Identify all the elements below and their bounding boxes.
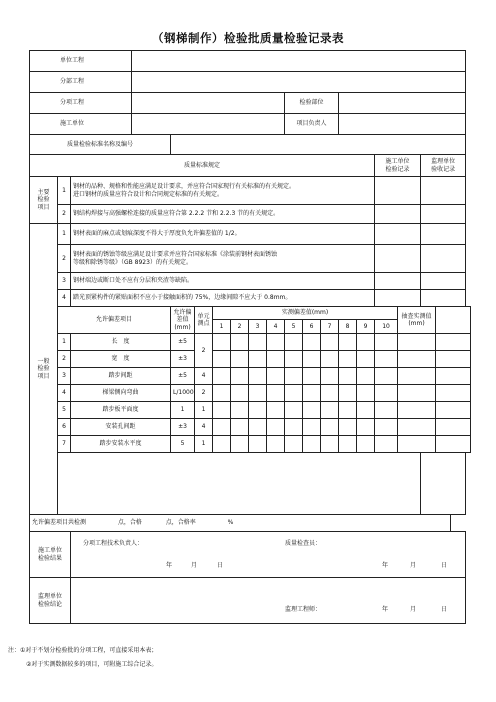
deviation-name: 踏步间距 <box>71 368 171 385</box>
allowed-value-header-line2: (mm) <box>174 323 191 331</box>
measured-cell[interactable] <box>357 402 375 419</box>
measured-cell[interactable] <box>267 351 285 368</box>
item-text <box>71 245 375 273</box>
measured-cell[interactable] <box>303 334 321 351</box>
measured-cell[interactable] <box>249 334 267 351</box>
supervision-record-header-line1: 监理单位 <box>431 158 456 165</box>
measured-cell[interactable] <box>339 402 357 419</box>
construction-result-content[interactable] <box>71 532 466 578</box>
construction-result-row <box>30 532 471 578</box>
row-column-header <box>30 155 471 177</box>
supervision-record-header <box>421 155 466 177</box>
note-1: 注：①对于不划分检验批的分项工程，可直接采用本表； <box>8 647 158 654</box>
sample-value-cell[interactable] <box>398 351 436 368</box>
measured-cell[interactable] <box>285 419 303 436</box>
measured-cell[interactable] <box>339 334 357 351</box>
supervision-record-cell[interactable] <box>436 334 471 351</box>
page-title: （钢梯制作）检验批质量检验记录表 <box>152 31 344 45</box>
deviation-row <box>30 419 471 436</box>
supervision-record-cell[interactable] <box>436 402 471 419</box>
supervision-result-label-1: 监理单位 <box>37 593 62 600</box>
measured-deviation-header: 实测偏差值(mm) <box>213 307 398 320</box>
deviation-no: 1 <box>58 334 71 351</box>
sub-project-value[interactable] <box>132 93 285 114</box>
item-no: 2 <box>58 205 71 224</box>
deviation-no: 6 <box>58 419 71 436</box>
deviation-allowed: ±5 <box>171 368 195 385</box>
measured-cell[interactable] <box>267 368 285 385</box>
deviation-allowed: L/1000 <box>171 385 195 402</box>
construction-result-label-1: 施工单位 <box>37 547 62 554</box>
inspection-part-label: 检验部位 <box>285 93 339 114</box>
measured-cell[interactable] <box>303 402 321 419</box>
measured-cell[interactable] <box>321 402 339 419</box>
standard-name-label: 质量检验标准名称及编号 <box>30 135 171 155</box>
measured-cell[interactable] <box>231 419 249 436</box>
construction-record-cell[interactable] <box>375 205 421 224</box>
point-number: 6 <box>303 320 321 334</box>
inspector-month-label: 月 <box>410 561 417 569</box>
supervision-record-cell[interactable] <box>436 307 471 334</box>
supervision-record-cell[interactable] <box>436 368 471 385</box>
project-manager-label: 项目负责人 <box>285 114 339 135</box>
inspection-record-table <box>29 50 471 624</box>
measured-cell[interactable] <box>357 436 375 453</box>
measured-cell[interactable] <box>231 351 249 368</box>
measured-cell[interactable] <box>231 402 249 419</box>
supervision-result-row <box>30 578 471 624</box>
deviation-points: 1 <box>195 402 213 419</box>
supervision-record-cell[interactable] <box>436 351 471 368</box>
deviation-no: 5 <box>58 402 71 419</box>
deviation-points: 2 <box>195 385 213 402</box>
general-item-row <box>30 224 471 245</box>
measured-cell[interactable] <box>375 385 398 402</box>
sample-value-header <box>398 307 436 334</box>
measured-cell[interactable] <box>303 419 321 436</box>
construction-record-cell[interactable] <box>375 273 421 290</box>
general-items-label-3: 项目 <box>37 372 50 380</box>
construction-unit-value[interactable] <box>132 114 285 135</box>
measured-cell[interactable] <box>285 385 303 402</box>
supervision-record-cell[interactable] <box>421 177 466 205</box>
supervision-day-label: 日 <box>441 605 448 613</box>
general-items-label <box>30 224 58 515</box>
measured-cell[interactable] <box>375 334 398 351</box>
measured-cell[interactable] <box>339 351 357 368</box>
deviation-no: 4 <box>58 385 71 402</box>
measured-cell[interactable] <box>375 351 398 368</box>
sample-value-cell[interactable] <box>398 385 436 402</box>
supervision-record-cell[interactable] <box>421 290 466 307</box>
summary-percent: % <box>227 519 234 527</box>
measured-cell[interactable] <box>249 419 267 436</box>
deviation-row <box>30 368 471 385</box>
item-text: 钢材端边或断口处不应有分层和夹渣等缺陷。 <box>71 273 375 290</box>
measured-cell[interactable] <box>249 385 267 402</box>
summary-prefix: 允许偏差项目共检测 <box>32 519 87 527</box>
measured-cell[interactable] <box>213 419 231 436</box>
deviation-name: 梯梁侧向弯曲 <box>71 385 171 402</box>
construction-record-header <box>375 155 421 177</box>
measured-cell[interactable] <box>231 334 249 351</box>
main-item-row <box>30 205 471 224</box>
blank-row <box>30 453 471 515</box>
supervision-record-cell[interactable] <box>421 453 466 515</box>
construction-result-label <box>30 532 71 578</box>
construction-record-header-line2: 检验记录 <box>385 165 410 173</box>
construction-record-header-line1: 施工单位 <box>385 158 410 165</box>
deviation-no: 7 <box>58 436 71 453</box>
deviation-no: 3 <box>58 368 71 385</box>
item-text-line1: 钢材表面的锈蚀等级应满足设计要求并应符合国家标准《涂装前钢材表面锈蚀 <box>73 251 278 258</box>
supervision-result-content[interactable] <box>71 578 466 624</box>
point-number: 8 <box>339 320 357 334</box>
point-number: 2 <box>231 320 249 334</box>
item-no: 4 <box>58 290 71 307</box>
deviation-points: 2 <box>195 334 213 368</box>
measured-cell[interactable] <box>375 368 398 385</box>
item-no: 1 <box>58 177 71 205</box>
point-number: 5 <box>285 320 303 334</box>
supervision-year-label: 年 <box>382 605 389 613</box>
measured-cell[interactable] <box>249 402 267 419</box>
measured-cell[interactable] <box>357 351 375 368</box>
deviation-allowed: ±5 <box>171 334 195 351</box>
measured-cell[interactable] <box>213 402 231 419</box>
point-number: 10 <box>375 320 398 334</box>
measured-cell[interactable] <box>213 436 231 453</box>
deviation-summary <box>30 515 451 532</box>
engineer-label: 监理工程师： <box>285 605 322 613</box>
point-number: 9 <box>357 320 375 334</box>
point-number: 4 <box>267 320 285 334</box>
main-items-label <box>30 177 58 224</box>
deviation-allowed: ±3 <box>171 351 195 368</box>
measured-cell[interactable] <box>285 334 303 351</box>
row-sub-project <box>30 93 471 114</box>
deviation-points: 4 <box>195 419 213 436</box>
row-standard-name <box>30 135 471 155</box>
construction-unit-label: 施工单位 <box>30 114 132 135</box>
measured-cell[interactable] <box>213 351 231 368</box>
note-2: ②对于实测数据较多的项目，可附施工综合记录。 <box>26 661 158 668</box>
general-items-label-1: 一般 <box>37 357 50 365</box>
measured-cell[interactable] <box>267 402 285 419</box>
deviation-allowed: ±3 <box>171 419 195 436</box>
point-number: 1 <box>213 320 231 334</box>
deviation-name: 踏步安装水平度 <box>71 436 171 453</box>
construction-month-label: 月 <box>191 561 198 569</box>
allowed-value-header <box>171 307 195 334</box>
measured-cell[interactable] <box>321 334 339 351</box>
project-manager-value[interactable] <box>339 114 466 135</box>
sample-value-cell[interactable] <box>398 334 436 351</box>
measured-cell[interactable] <box>267 436 285 453</box>
supervision-record-header-line2: 验收记录 <box>431 165 456 173</box>
measured-cell[interactable] <box>285 402 303 419</box>
measured-cell[interactable] <box>375 436 398 453</box>
item-text: 钢材表面的麻点或划痕深度不得大于厚度负允许偏差值的 1/2。 <box>71 224 375 245</box>
measured-cell[interactable] <box>375 402 398 419</box>
general-items-label-2: 检验 <box>37 365 50 373</box>
summary-point2: 点，合格率 <box>165 519 196 527</box>
deviation-points: 4 <box>195 368 213 385</box>
deviation-name: 踏步板平面度 <box>71 402 171 419</box>
deviation-row <box>30 385 471 402</box>
deviation-allowed: 1 <box>171 402 195 419</box>
quality-standard-header: 质量标准规定 <box>30 155 375 177</box>
deviation-row <box>30 351 471 368</box>
measured-cell[interactable] <box>285 436 303 453</box>
general-item-row <box>30 273 471 290</box>
supervision-result-label <box>30 578 71 624</box>
measured-cell[interactable] <box>213 385 231 402</box>
supervision-record-cell[interactable] <box>421 245 466 273</box>
standard-name-value[interactable] <box>171 135 466 155</box>
deviation-item-header: 允许偏差项目 <box>58 307 171 334</box>
main-items-label-3: 项目 <box>37 203 50 211</box>
construction-record-cell[interactable] <box>375 177 421 205</box>
construction-year-label: 年 <box>166 561 173 569</box>
general-item-row <box>30 245 471 273</box>
measured-cell[interactable] <box>249 368 267 385</box>
measured-cell[interactable] <box>357 368 375 385</box>
summary-point: 点，合格 <box>117 519 142 527</box>
item-text-line1: 钢材的品种、规格和性能应满足设计要求，并应符合国家现行有关标准的有关规定。 <box>73 183 296 190</box>
measured-cell[interactable] <box>357 419 375 436</box>
item-text <box>71 177 375 205</box>
item-text-line2: 进口钢材的质量应符合设计和合同规定标准的有关规定。 <box>73 190 224 198</box>
deviation-name: 宽 度 <box>71 351 171 368</box>
supervision-result-label-2: 检验结论 <box>37 600 62 608</box>
measured-cell[interactable] <box>339 368 357 385</box>
measured-cell[interactable] <box>267 419 285 436</box>
deviation-points: 1 <box>195 436 213 453</box>
sample-value-cell[interactable] <box>398 419 436 436</box>
sample-value-header-line1: 抽查实测值 <box>401 312 432 320</box>
construction-day-label: 日 <box>217 561 224 569</box>
construction-record-cell[interactable] <box>375 290 421 307</box>
measured-cell[interactable] <box>285 351 303 368</box>
measured-cell[interactable] <box>357 385 375 402</box>
deviation-header-row <box>30 307 471 320</box>
item-no: 2 <box>58 245 71 273</box>
sample-value-cell[interactable] <box>398 368 436 385</box>
row-sub-unit-project <box>30 72 471 93</box>
measured-cell[interactable] <box>303 385 321 402</box>
supervision-month-label: 月 <box>410 605 417 613</box>
measured-cell[interactable] <box>339 419 357 436</box>
item-no: 3 <box>58 273 71 290</box>
measured-cell[interactable] <box>249 351 267 368</box>
construction-record-cell[interactable] <box>375 224 421 245</box>
deviation-name: 安装孔间距 <box>71 419 171 436</box>
sub-unit-project-value[interactable] <box>132 72 466 93</box>
supervision-record-cell[interactable] <box>421 273 466 290</box>
measured-cell[interactable] <box>321 419 339 436</box>
measured-cell[interactable] <box>267 334 285 351</box>
point-number: 7 <box>321 320 339 334</box>
measured-cell[interactable] <box>249 436 267 453</box>
measured-cell[interactable] <box>321 368 339 385</box>
measured-cell[interactable] <box>321 436 339 453</box>
construction-record-cell[interactable] <box>375 245 421 273</box>
notes <box>8 644 157 672</box>
measured-cell[interactable] <box>231 385 249 402</box>
measured-cell[interactable] <box>303 436 321 453</box>
item-no: 1 <box>58 224 71 245</box>
summary-row <box>30 515 471 532</box>
unit-points-header <box>195 307 213 334</box>
main-items-label-2: 检验 <box>37 196 50 204</box>
supervision-record-cell[interactable] <box>421 224 466 245</box>
point-number: 3 <box>249 320 267 334</box>
inspector-year-label: 年 <box>382 561 389 569</box>
unit-project-label: 单位工程 <box>30 51 132 72</box>
measured-cell[interactable] <box>339 436 357 453</box>
sub-project-label: 分项工程 <box>30 93 132 114</box>
measured-cell[interactable] <box>231 436 249 453</box>
main-item-row <box>30 177 471 205</box>
item-text: 踏光顶紧构件的紧贴面积不应小于接触面积的 75%，边缘间隙不应大于 0.8mm。 <box>71 290 375 307</box>
measured-cell[interactable] <box>267 385 285 402</box>
deviation-allowed: 5 <box>171 436 195 453</box>
measured-cell[interactable] <box>303 351 321 368</box>
general-item-row <box>30 290 471 307</box>
supervision-record-cell[interactable] <box>436 436 471 453</box>
blank-cell[interactable] <box>58 453 421 515</box>
unit-project-value[interactable] <box>132 51 466 72</box>
deviation-row <box>30 334 471 351</box>
deviation-no: 2 <box>58 351 71 368</box>
measured-cell[interactable] <box>321 351 339 368</box>
measured-cell[interactable] <box>303 368 321 385</box>
allowed-value-header-line1: 允许偏差值 <box>173 308 192 324</box>
sample-value-cell[interactable] <box>398 436 436 453</box>
measured-cell[interactable] <box>339 385 357 402</box>
item-text-line2: 等级和除锈等级》（GB 8923）的有关规定。 <box>73 258 192 266</box>
deviation-name: 长 度 <box>71 334 171 351</box>
main-items-label-1: 主要 <box>37 188 50 196</box>
deviation-row <box>30 402 471 419</box>
supervision-record-cell[interactable] <box>421 205 466 224</box>
measured-cell[interactable] <box>213 334 231 351</box>
inspector-label: 质量检查员： <box>285 539 322 547</box>
item-text: 钢结构焊接与高强螺栓连接的质量应符合第 2.2.2 节和 2.2.3 节的有关规定。 <box>71 205 375 224</box>
measured-cell[interactable] <box>231 368 249 385</box>
measured-cell[interactable] <box>213 368 231 385</box>
sub-unit-project-label: 分部工程 <box>30 72 132 93</box>
row-unit-project <box>30 51 471 72</box>
measured-cell[interactable] <box>357 334 375 351</box>
inspection-part-value[interactable] <box>339 93 466 114</box>
inspector-day-label: 日 <box>441 561 448 569</box>
deviation-row <box>30 436 471 453</box>
measured-cell[interactable] <box>285 368 303 385</box>
row-construction-unit <box>30 114 471 135</box>
supervision-record-cell[interactable] <box>436 419 471 436</box>
supervision-record-cell[interactable] <box>436 385 471 402</box>
sample-value-cell[interactable] <box>398 402 436 419</box>
measured-cell[interactable] <box>375 419 398 436</box>
sample-value-header-line2: (mm) <box>408 320 425 327</box>
unit-points-header-line2: 测点 <box>197 320 210 327</box>
unit-points-header-line1: 单元 <box>197 312 210 320</box>
tech-lead-label: 分项工程技术负责人： <box>83 539 144 547</box>
construction-result-label-2: 检验结果 <box>37 554 62 562</box>
measured-cell[interactable] <box>321 385 339 402</box>
